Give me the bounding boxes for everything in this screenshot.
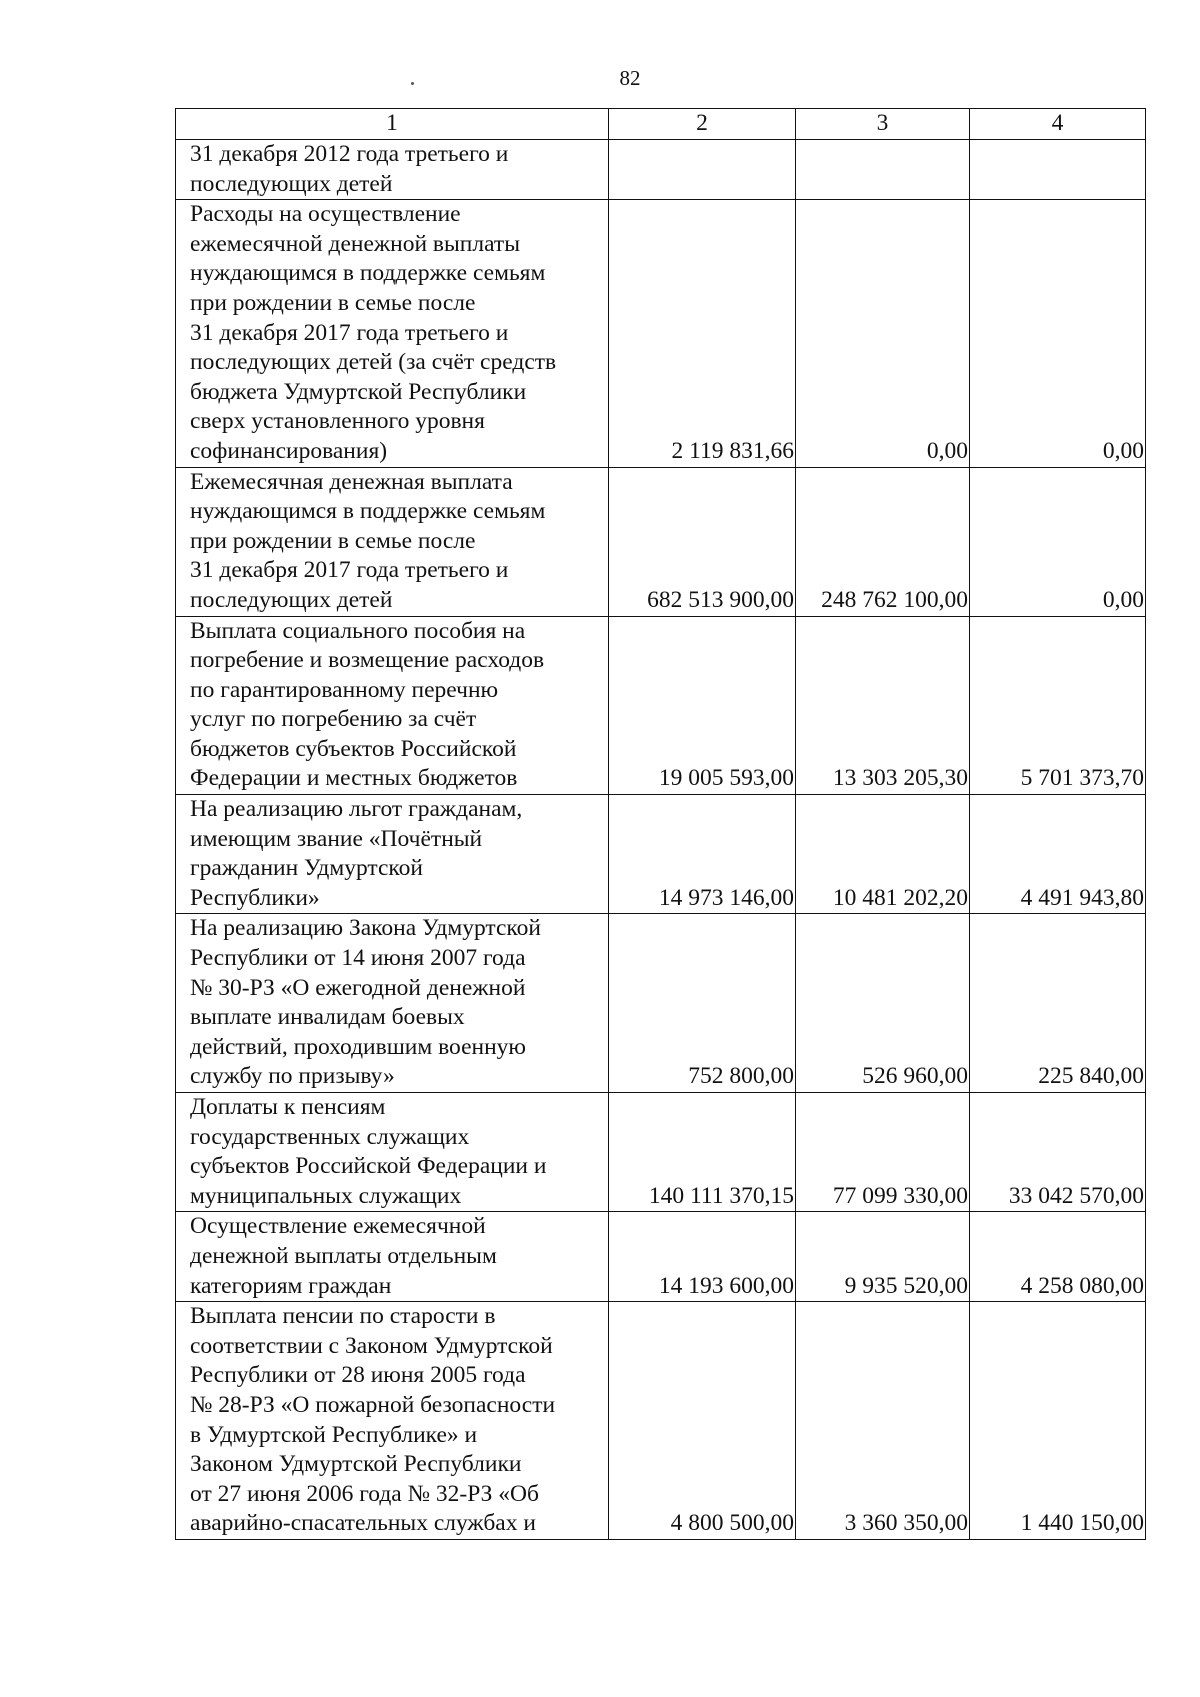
row-value-col-3: 9 935 520,00 xyxy=(796,1212,970,1302)
row-name: На реализацию Закона Удмуртской Республики от 14 июня 2007 года № 30-РЗ «О ежегодной денежной выплате инвалидам боевых действий, проходившим военную службу по призыву» xyxy=(176,914,609,1093)
row-value-col-2: 4 800 500,00 xyxy=(609,1302,796,1540)
row-name: Ежемесячная денежная выплата нуждающимся в поддержке семьям при рождении в семье после 31 декабря 2017 года третьего и последующих детей xyxy=(176,467,609,616)
scan-speck xyxy=(411,82,414,85)
row-value-col-4: 5 701 373,70 xyxy=(970,616,1146,795)
row-name: На реализацию льгот гражданам, имеющим звание «Почётный гражданин Удмуртской Республики» xyxy=(176,795,609,914)
row-value-col-2: 682 513 900,00 xyxy=(609,467,796,616)
row-value-col-3: 0,00 xyxy=(796,200,970,467)
row-value-col-2: 19 005 593,00 xyxy=(609,616,796,795)
header-row xyxy=(176,109,1146,140)
header-col-3: 3 xyxy=(796,109,970,140)
table-row xyxy=(176,795,1146,914)
table-row xyxy=(176,467,1146,616)
row-value-col-4: 33 042 570,00 xyxy=(970,1093,1146,1212)
row-name: Выплата пенсии по старости в соответствии с Законом Удмуртской Республики от 28 июня 2005 года № 28-РЗ «О пожарной безопасности в Удмуртской Республике» и Законом Удмуртской Республики от 27 июня 2006 года № 32-РЗ «Об аварийно-спасательных службах и xyxy=(176,1302,609,1540)
row-name: 31 декабря 2012 года третьего и последующих детей xyxy=(176,140,609,200)
table-row xyxy=(176,1093,1146,1212)
row-value-col-4: 0,00 xyxy=(970,467,1146,616)
row-value-col-3: 13 303 205,30 xyxy=(796,616,970,795)
page-number: 82 xyxy=(619,66,641,90)
row-name: Расходы на осуществление ежемесячной денежной выплаты нуждающимся в поддержке семьям при рождении в семье после 31 декабря 2017 года третьего и последующих детей (за счёт средств бюджета Удмуртской Республики сверх установленного уровня софинансирования) xyxy=(176,200,609,467)
row-value-col-2: 2 119 831,66 xyxy=(609,200,796,467)
row-name: Доплаты к пенсиям государственных служащих субъектов Российской Федерации и муниципальных служащих xyxy=(176,1093,609,1212)
row-value-col-3 xyxy=(796,140,970,200)
row-value-col-4: 1 440 150,00 xyxy=(970,1302,1146,1540)
row-value-col-3: 77 099 330,00 xyxy=(796,1093,970,1212)
row-value-col-4: 0,00 xyxy=(970,200,1146,467)
row-value-col-3: 526 960,00 xyxy=(796,914,970,1093)
row-value-col-2: 14 973 146,00 xyxy=(609,795,796,914)
row-value-col-2: 140 111 370,15 xyxy=(609,1093,796,1212)
table-row xyxy=(176,616,1146,795)
row-value-col-4: 225 840,00 xyxy=(970,914,1146,1093)
row-value-col-3: 248 762 100,00 xyxy=(796,467,970,616)
table-row xyxy=(176,200,1146,467)
table-row xyxy=(176,1302,1146,1540)
row-value-col-3: 3 360 350,00 xyxy=(796,1302,970,1540)
row-name: Осуществление ежемесячной денежной выплаты отдельным категориям граждан xyxy=(176,1212,609,1302)
table-header xyxy=(176,109,1146,140)
table-row xyxy=(176,140,1146,200)
row-value-col-2: 752 800,00 xyxy=(609,914,796,1093)
table-row xyxy=(176,1212,1146,1302)
header-col-4: 4 xyxy=(970,109,1146,140)
header-col-1: 1 xyxy=(176,109,609,140)
row-value-col-3: 10 481 202,20 xyxy=(796,795,970,914)
row-value-col-2: 14 193 600,00 xyxy=(609,1212,796,1302)
row-value-col-4: 4 491 943,80 xyxy=(970,795,1146,914)
header-col-2: 2 xyxy=(609,109,796,140)
table-body xyxy=(176,140,1146,1540)
row-value-col-4: 4 258 080,00 xyxy=(970,1212,1146,1302)
row-name: Выплата социального пособия на погребение и возмещение расходов по гарантированному перечню услуг по погребению за счёт бюджетов субъектов Российской Федерации и местных бюджетов xyxy=(176,616,609,795)
row-value-col-4 xyxy=(970,140,1146,200)
budget-table xyxy=(175,108,1146,1540)
table-row xyxy=(176,914,1146,1093)
row-value-col-2 xyxy=(609,140,796,200)
